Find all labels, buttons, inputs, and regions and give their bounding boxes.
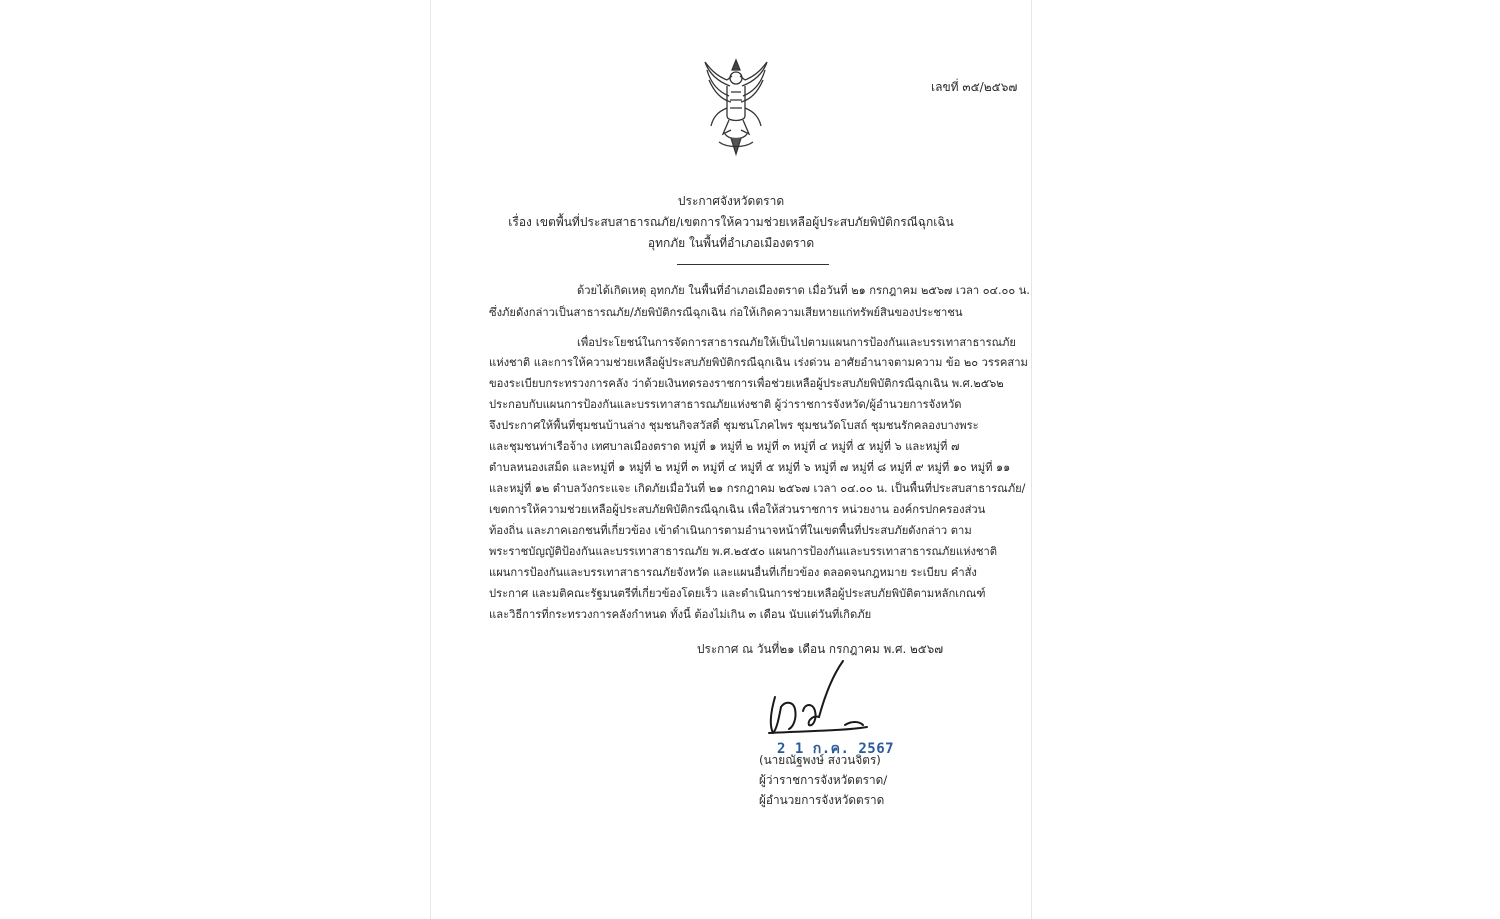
paragraph-line: ท้องถิ่น และภาคเอกชนที่เกี่ยวข้อง เข้าดำเนินการตามอำนาจหน้าที่ในเขตพื้นที่ประสบภัยดังกล่าว ตาม (489, 524, 972, 537)
document-page (430, 0, 1032, 919)
paragraph-line: พระราชบัญญัติป้องกันและบรรเทาสาธารณภัย พ.ศ.๒๕๕๐ แผนการป้องกันและบรรเทาสาธารณภัยแห่งชาติ (489, 545, 998, 558)
paragraph-line: และชุมชนท่าเรือจ้าง เทศบาลเมืองตราด หมู่ที่ ๑ หมู่ที่ ๒ หมู่ที่ ๓ หมู่ที่ ๔ หมู่ที่ ๕ หมู่ที่ ๖ และหมู่ที่ ๗ (489, 440, 960, 453)
paragraph-line: ประกาศ และมติคณะรัฐมนตรีที่เกี่ยวข้องโดยเร็ว และดำเนินการช่วยเหลือผู้ประสบภัยพิบัติตามหลักเกณฑ์ (489, 587, 986, 600)
paragraph-line: ตำบลหนองเสม็ด และหมู่ที่ ๑ หมู่ที่ ๒ หมู่ที่ ๓ หมู่ที่ ๔ หมู่ที่ ๕ หมู่ที่ ๖ หมู่ที่ ๗ หมู่ที่ ๘ หมู่ที่ ๙ หมู่ที่ ๑๐ หมู่ที่ ๑๑ (489, 461, 1011, 474)
paragraph-line: ด้วยได้เกิดเหตุ อุทกภัย ในพื้นที่อำเภอเมืองตราด เมื่อวันที่ ๒๑ กรกฎาคม ๒๕๖๗ เวลา ๐๔.๐๐ น. (577, 284, 1030, 297)
garuda-emblem-icon (701, 56, 771, 158)
paragraph-line: เพื่อประโยชน์ในการจัดการสาธารณภัยให้เป็นไปตามแผนการป้องกันและบรรเทาสาธารณภัย (577, 336, 1016, 349)
document-number: เลขที่ ๓๕/๒๕๖๗ (931, 80, 1018, 94)
paragraph-line: ของระเบียบกระทรวงการคลัง ว่าด้วยเงินทดรองราชการเพื่อช่วยเหลือผู้ประสบภัยพิบัติกรณีฉุกเฉิน พ.ศ.๒๕๖๒ (489, 377, 1004, 390)
announcement-subject-area: อุทกภัย ในพื้นที่อำเภอเมืองตราด (647, 236, 815, 250)
paragraph-line: แห่งชาติ และการให้ความช่วยเหลือผู้ประสบภัยพิบัติกรณีฉุกเฉิน เร่งด่วน อาศัยอำนาจตามความ ข้อ ๒๐ วรรคสาม (489, 356, 1028, 369)
signer-title-secondary: ผู้อำนวยการจังหวัดตราด (759, 793, 885, 807)
announcement-subject: เรื่อง เขตพื้นที่ประสบสาธารณภัย/เขตการให้ความช่วยเหลือผู้ประสบภัยพิบัติกรณีฉุกเฉิน (508, 215, 954, 229)
signer-name: (นายณัฐพงษ์ สงวนจิตร) (759, 753, 881, 767)
paragraph-line: และวิธีการที่กระทรวงการคลังกำหนด ทั้งนี้ ต้องไม่เกิน ๓ เดือน นับแต่วันที่เกิดภัย (489, 608, 872, 621)
announcement-date: ประกาศ ณ วันที่๒๑ เดือน กรกฎาคม พ.ศ. ๒๕๖๗ (697, 642, 944, 656)
paragraph-line: ประกอบกับแผนการป้องกันและบรรเทาสาธารณภัยแห่งชาติ ผู้ว่าราชการจังหวัด/ผู้อำนวยการจังหวัด (489, 398, 962, 411)
paragraph-line: แผนการป้องกันและบรรเทาสาธารณภัยจังหวัด และแผนอื่นที่เกี่ยวข้อง ตลอดจนกฎหมาย ระเบียบ คำสั่ง (489, 566, 977, 579)
announcement-title: ประกาศจังหวัดตราด (677, 194, 785, 208)
paragraph-line: และหมู่ที่ ๑๒ ตำบลวังกระแจะ เกิดภัยเมื่อวันที่ ๒๑ กรกฎาคม ๒๕๖๗ เวลา ๐๔.๐๐ น. เป็นพื้นที่ประสบสาธารณภัย/ (489, 482, 1026, 495)
date-received-stamp: 2 1 ก.ค. 2567 (777, 741, 895, 757)
paragraph-line: จึงประกาศให้พื้นที่ชุมชนบ้านล่าง ชุมชนกิจสวัสดิ์ ชุมชนโภคไพร ชุมชนวัดโบสถ์ ชุมชนรักคลองบางพระ (489, 419, 979, 432)
signer-title: ผู้ว่าราชการจังหวัดตราด/ (759, 773, 888, 787)
paragraph-line: ซึ่งภัยดังกล่าวเป็นสาธารณภัย/ภัยพิบัติกรณีฉุกเฉิน ก่อให้เกิดความเสียหายแก่ทรัพย์สินของประชาชน (489, 306, 963, 319)
handwritten-signature (763, 655, 873, 740)
title-divider (677, 264, 829, 265)
paragraph-line: เขตการให้ความช่วยเหลือผู้ประสบภัยพิบัติกรณีฉุกเฉิน เพื่อให้ส่วนราชการ หน่วยงาน องค์กรปกครองส่วน (489, 503, 986, 516)
